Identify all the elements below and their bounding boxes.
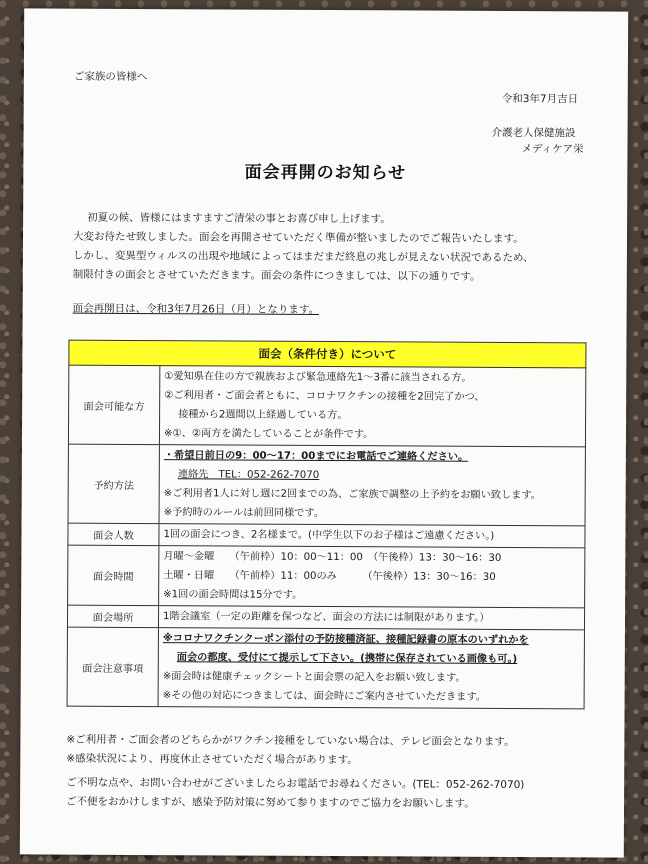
row-label: 予約方法 (68, 444, 159, 523)
intro-line: 初夏の候、皆様にはますますご清栄の事とお喜び申し上げます。 (87, 211, 391, 226)
date: 令和3年7月吉日 (501, 92, 579, 106)
phone-line: 連絡先 TEL：052-262-7070 (177, 469, 320, 481)
row-line: ①愛知県在住の方で親族および緊急連絡先1～3番に該当される方。 (164, 371, 472, 384)
row-line: ※コロナワクチンクーポン添付の予防接種済証、接種記録書の原本のいずれかを (162, 633, 529, 647)
facility-type: 介護老人保健施設 (491, 126, 576, 140)
recipient: ご家族の皆様へ (73, 70, 148, 84)
row-line: ※ご利用者1人に対し週に2回までの為、ご家族で調整の上予約をお願い致します。 (163, 488, 541, 502)
table-row (68, 545, 585, 608)
table-header: 面会（条件付き）について (69, 340, 586, 368)
row-line: ※①、②両方を満たしていることが条件です。 (163, 428, 374, 441)
footer-note: ※感染状況により、再度休止させていただく場合があります。 (66, 752, 358, 767)
row-content (159, 546, 585, 608)
footer-contact: ご不明な点や、お問い合わせがございましたらお電話でお尋ねください。(TEL：052-262-7070) (66, 776, 525, 792)
row-content (159, 524, 585, 548)
row-line: ※その他の対応につきましては、面会時にご案内させていただきます。 (162, 690, 486, 703)
row-content (159, 366, 585, 447)
row-line: ※1回の面会時間は15分です。 (163, 589, 303, 601)
table-row (68, 523, 585, 548)
row-content (159, 445, 585, 526)
row-content (158, 628, 584, 709)
row-line: 面会の都度、受付にて提示して下さい。(携帯に保存されている画像も可。) (176, 652, 518, 666)
row-line: 接種から2週間以上経過している方。 (178, 409, 348, 422)
row-line: ・希望日前日の9：00～17：00までにお電話でご連絡ください。 (163, 450, 469, 463)
row-line: 1回の面会につき、2名様まで。(中学生以下のお子様はご遠慮ください。) (163, 529, 495, 542)
row-line: ※予約時のルールは前回同様です。 (163, 507, 324, 520)
facility-name: メディケア栄 (521, 143, 584, 156)
row-label: 面会時間 (68, 545, 159, 605)
row-content (158, 606, 584, 630)
row-line: ②ご利用者・ご面会者ともに、コロナワクチンの接種を2回完了かつ、 (164, 390, 485, 403)
row-label: 面会可能な方 (68, 365, 159, 444)
page-title: 面会再開のお知らせ (244, 162, 407, 184)
intro-line: 大変お待たせ致しました。面会を再開させていただく準備が整いましたのでご報告いたします。 (72, 230, 524, 246)
intro-line: しかし、変異型ウィルスの出現や地域によってはまだまだ終息の兆しが見えない状況であるため、 (72, 249, 534, 265)
row-label: 面会人数 (68, 523, 159, 545)
table-row (68, 365, 585, 447)
row-line: 土曜・日曜 （午前枠）11：00のみ （午後枠）13：30～16：30 (163, 570, 496, 583)
row-label: 面会注意事項 (67, 627, 158, 706)
row-line: 月曜～金曜 （午前枠）10：00～11：00 （午後枠）13：30～16：30 (163, 551, 502, 564)
table-row (67, 627, 584, 709)
footer-closing: ご不便をおかけしますが、感染予防対策に努めて参りますのでご協力をお願いします。 (66, 795, 475, 810)
footer-note: ※ご利用者・ご面会者のどちらかがワクチン接種をしていない場合は、テレビ面会となります。 (66, 733, 515, 749)
row-line: 1階会議室（一定の距離を保つなど、面会の方法には制限があります。） (163, 611, 490, 624)
intro-line: 制限付きの面会とさせていただきます。面会の条件につきましては、以下の通りです。 (72, 268, 481, 283)
reopen-date: 面会再開日は、令和3年7月26日（月）となります。 (72, 302, 320, 316)
notice-paper (20, 8, 628, 857)
table-row (68, 444, 585, 526)
row-line: ※面会時は健康チェックシートと面会票の記入をお願い致します。 (162, 671, 466, 684)
row-label: 面会場所 (67, 605, 158, 627)
table-row (67, 605, 584, 630)
conditions-table (67, 340, 587, 710)
